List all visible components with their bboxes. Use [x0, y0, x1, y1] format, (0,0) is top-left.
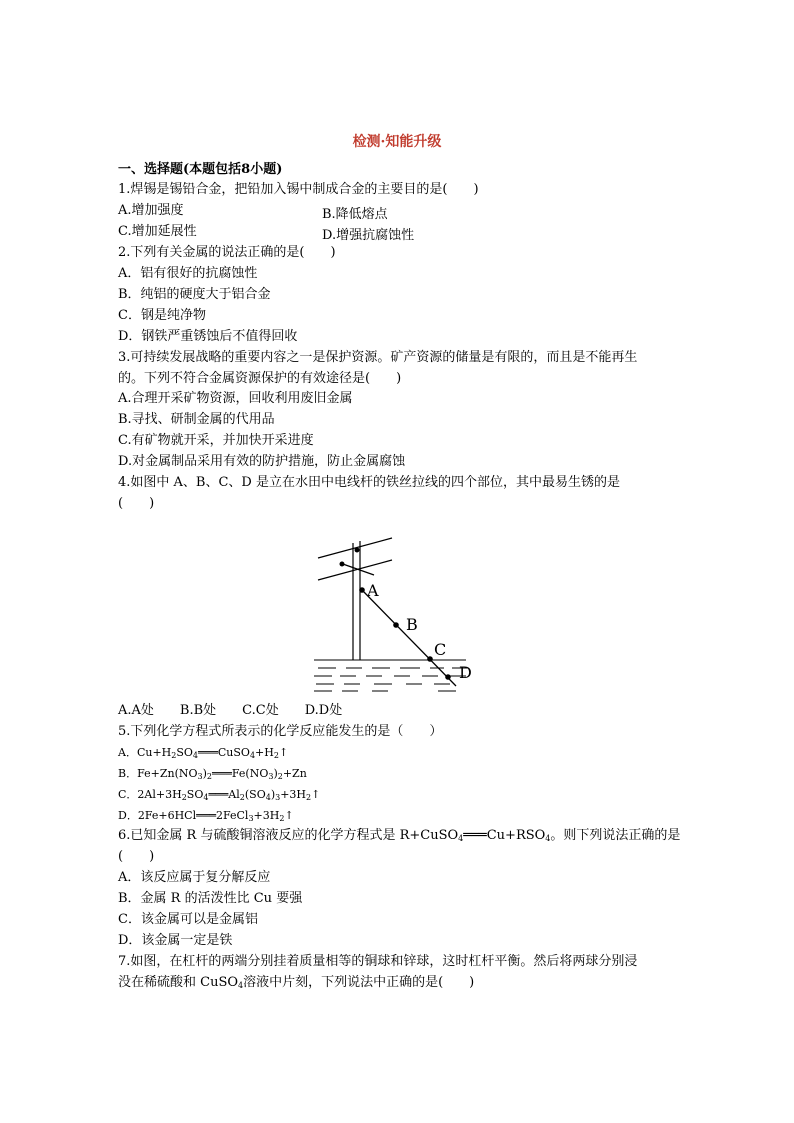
- q3-option-c: C.有矿物就开采，并加快开采进度: [118, 433, 314, 448]
- label-a: A: [367, 581, 379, 600]
- label-b: B: [406, 615, 418, 634]
- q5-option-a: A．$Cu+H_2SO_4═══CuSO_4+H_2↑$: [118, 746, 289, 760]
- q3-option-b: B.寻找、研制金属的代用品: [118, 412, 275, 427]
- point-c-dot: [427, 656, 433, 662]
- q6-stem-line1: 6.已知金属 R 与硫酸铜溶液反应的化学方程式是 $R+CuSO_4═══Cu+RSO_4$。则下列说法正确的是: [118, 828, 681, 843]
- insulator-dot-top: [355, 548, 360, 553]
- q7-stem-line2: 没在稀硫酸和 CuSO$_4$溶液中片刻，下列说法中正确的是( ): [118, 975, 475, 990]
- q3-option-a: A.合理开采矿物资源，回收利用废旧金属: [118, 391, 353, 406]
- q1-option-c: C.增加延展性: [118, 224, 197, 239]
- point-a-dot: [359, 587, 365, 593]
- q1-option-a: A.增加强度: [118, 203, 184, 218]
- q6-stem-line2: ( ): [118, 849, 155, 864]
- crossbar-top: [318, 538, 392, 558]
- label-d: D: [459, 663, 472, 682]
- guy-wire: [362, 590, 456, 686]
- q3-stem-line1: 3.可持续发展战略的重要内容之一是保护资源。矿产资源的储量是有限的，而且是不能再生: [118, 350, 638, 365]
- q6-option-b: B．金属 R 的活泼性比 Cu 要强: [118, 891, 303, 906]
- q1-option-b: B.降低熔点: [322, 207, 388, 222]
- q4-options: A.A处 B.B处 C.C处 D.D处: [118, 703, 343, 718]
- point-d-dot: [445, 674, 451, 680]
- crossbar-bottom: [318, 560, 392, 580]
- q1-option-d: D.增强抗腐蚀性: [322, 228, 415, 243]
- pole-wire-figure: [310, 528, 490, 698]
- section-heading: 一、选择题(本题包括8小题): [118, 162, 283, 177]
- q6-option-d: D．该金属一定是铁: [118, 933, 233, 948]
- q5-option-d: D．$2Fe+6HCl═══2FeCl_3+3H_2↑$: [118, 809, 294, 823]
- label-c: C: [434, 640, 447, 659]
- q3-stem-line2: 的。下列不符合金属资源保护的有效途径是( ): [118, 371, 402, 386]
- q5-stem: 5.下列化学方程式所表示的化学反应能发生的是（ ）: [118, 724, 443, 739]
- q5-option-b: B．$Fe+Zn(NO_3)_2═══Fe(NO_3)_2+Zn$: [118, 767, 307, 781]
- insulator-dot-left: [340, 562, 345, 567]
- q6-option-c: C．该金属可以是金属铝: [118, 912, 258, 927]
- q6-option-a: A．该反应属于复分解反应: [118, 870, 271, 885]
- q4-stem-line2: ( ): [118, 496, 155, 511]
- q7-stem-line1: 7.如图，在杠杆的两端分别挂着质量相等的铜球和锌球，这时杠杆平衡。然后将两球分别浸: [118, 954, 638, 969]
- q2-option-a: A．铝有很好的抗腐蚀性: [118, 266, 258, 281]
- q3-option-d: D.对金属制品采用有效的防护措施，防止金属腐蚀: [118, 454, 406, 469]
- q5-option-c: C．$2Al+3H_2SO_4═══Al_2(SO_4)_3+3H_2↑$: [118, 788, 321, 802]
- point-b-dot: [393, 622, 399, 628]
- page-title: 检测·知能升级: [352, 134, 442, 150]
- q2-option-c: C．钢是纯净物: [118, 308, 206, 323]
- q2-option-b: B．纯铝的硬度大于铝合金: [118, 287, 271, 302]
- q4-stem-line1: 4.如图中 A、B、C、D 是立在水田中电线杆的铁丝拉线的四个部位，其中最易生锈的是: [118, 475, 620, 490]
- q2-stem: 2.下列有关金属的说法正确的是( ): [118, 245, 336, 260]
- q2-option-d: D．钢铁严重锈蚀后不值得回收: [118, 329, 298, 344]
- q1-stem: 1.焊锡是锡铅合金，把铅加入锡中制成合金的主要目的是( ): [118, 182, 479, 197]
